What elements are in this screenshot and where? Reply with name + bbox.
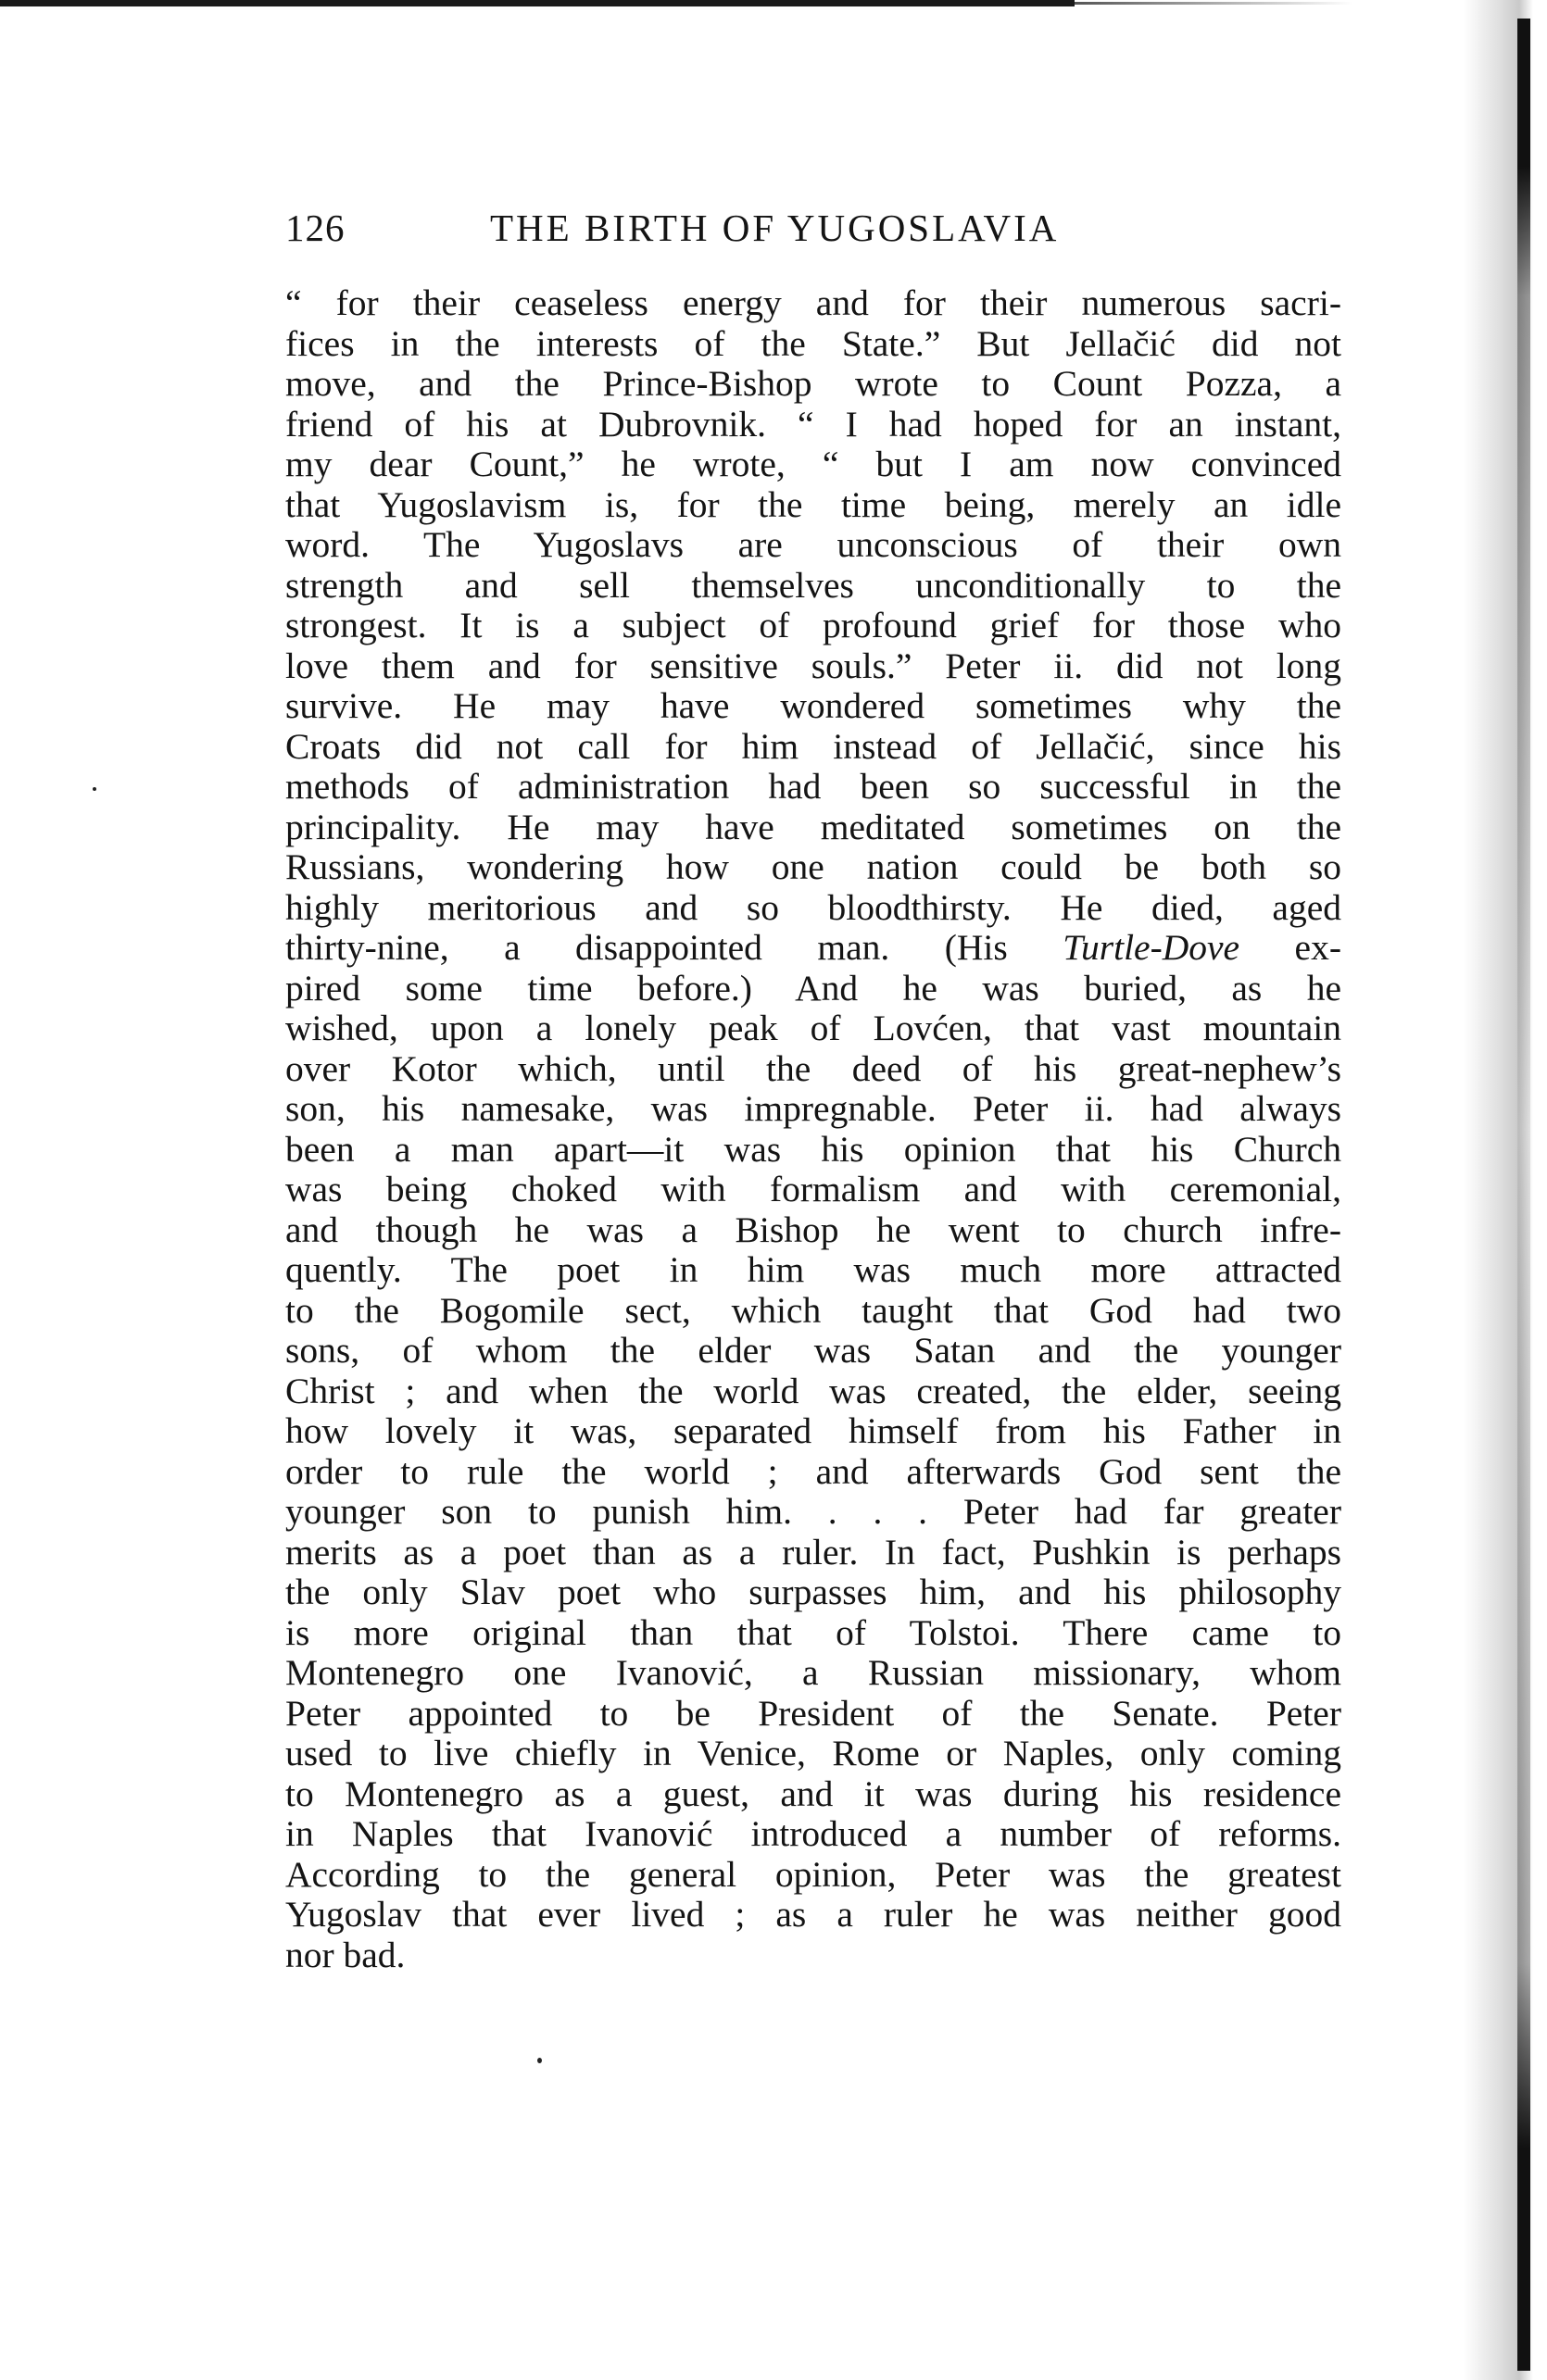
text-line: used to live chiefly in Venice, Rome or Naples, only coming (285, 1733, 1341, 1773)
text-line: how lovely it was, separated himself from his Father in (285, 1410, 1341, 1451)
text-line: survive. He may have wondered sometimes why the (285, 685, 1341, 726)
top-rule-fade (1075, 2, 1352, 5)
spine-bar (1517, 19, 1530, 2371)
text-line: Yugoslav that ever lived ; as a ruler he was neither good (285, 1894, 1341, 1935)
text-line: Montenegro one Ivanović, a Russian missionary, whom (285, 1652, 1341, 1693)
text-line: sons, of whom the elder was Satan and the younger (285, 1330, 1341, 1371)
text-line: merits as a poet than as a ruler. In fact, Pushkin is perhaps (285, 1531, 1341, 1572)
text-line-with-title (285, 928, 1341, 969)
text-line: in Naples that Ivanović introduced a number of reforms. (285, 1813, 1341, 1854)
text-line: love them and for sensitive souls.” Peter ii. did not long (285, 645, 1341, 686)
text-line: son, his namesake, was impregnable. Peter ii. had always (285, 1088, 1341, 1129)
text-line: word. The Yugoslavs are unconscious of their own (285, 524, 1341, 565)
text-segment: thirty-nine, a disappointed man. (His (285, 927, 1063, 968)
body-text (285, 283, 1341, 1975)
text-line: to Montenegro as a guest, and it was during his residence (285, 1772, 1341, 1814)
text-line: strength and sell themselves unconditionally to the (285, 564, 1341, 606)
text-line: According to the general opinion, Peter was the greatest (285, 1853, 1341, 1895)
spine-shadow (1464, 0, 1547, 2380)
text-line: highly meritorious and so bloodthirsty. He died, aged (285, 886, 1341, 928)
text-line: fices in the interests of the State.” But Jellačić did not (285, 322, 1341, 364)
text-line: and though he was a Bishop he went to church infre- (285, 1209, 1341, 1250)
text-line: methods of administration had been so successful in the (285, 766, 1341, 807)
text-segment: ex- (1239, 927, 1341, 968)
text-line: the only Slav poet who surpasses him, and his philosophy (285, 1572, 1341, 1612)
text-line: friend of his at Dubrovnik. “ I had hoped for an instant, (285, 403, 1341, 445)
running-head (285, 206, 1341, 252)
text-line: to the Bogomile sect, which taught that God had two (285, 1289, 1341, 1331)
text-line: Peter appointed to be President of the Senate. Peter (285, 1692, 1341, 1734)
text-line: Christ ; and when the world was created, the elder, seeing (285, 1370, 1341, 1411)
text-line: “ for their ceaseless energy and for their numerous sacri- (285, 282, 1341, 323)
paper-speck (93, 787, 96, 791)
book-title-turtle-dove: Turtle-Dove (1063, 927, 1240, 968)
text-line: order to rule the world ; and afterwards God sent the (285, 1450, 1341, 1492)
text-line: move, and the Prince-Bishop wrote to Count Pozza, a (285, 363, 1341, 404)
text-line: that Yugoslavism is, for the time being, merely an idle (285, 483, 1341, 525)
text-line: strongest. It is a subject of profound grief for those who (285, 605, 1341, 645)
text-line: principality. He may have meditated sometimes on the (285, 806, 1341, 847)
running-title: THE BIRTH OF YUGOSLAVIA (490, 207, 1060, 249)
paper-speck (537, 2058, 542, 2063)
text-line: is more original than that of Tolstoi. There came to (285, 1611, 1341, 1653)
text-line: my dear Count,” he wrote, “ but I am now convinced (285, 444, 1341, 484)
text-line: quently. The poet in him was much more attracted (285, 1249, 1341, 1290)
text-line-last: nor bad. (285, 1934, 406, 1975)
text-line: been a man apart—it was his opinion that his Church (285, 1128, 1341, 1170)
top-rule (0, 0, 1075, 6)
text-line: wished, upon a lonely peak of Lovćen, that vast mountain (285, 1008, 1341, 1048)
text-line: pired some time before.) And he was buried, as he (285, 967, 1341, 1008)
text-line: younger son to punish him. . . . Peter had far greater (285, 1491, 1341, 1532)
text-line: over Kotor which, until the deed of his great-nephew’s (285, 1047, 1341, 1089)
text-line: Russians, wondering how one nation could be both so (285, 846, 1341, 887)
text-line: Croats did not call for him instead of Jellačić, since his (285, 725, 1341, 767)
text-line: was being choked with formalism and with ceremonial, (285, 1169, 1341, 1209)
page-number: 126 (285, 207, 346, 249)
